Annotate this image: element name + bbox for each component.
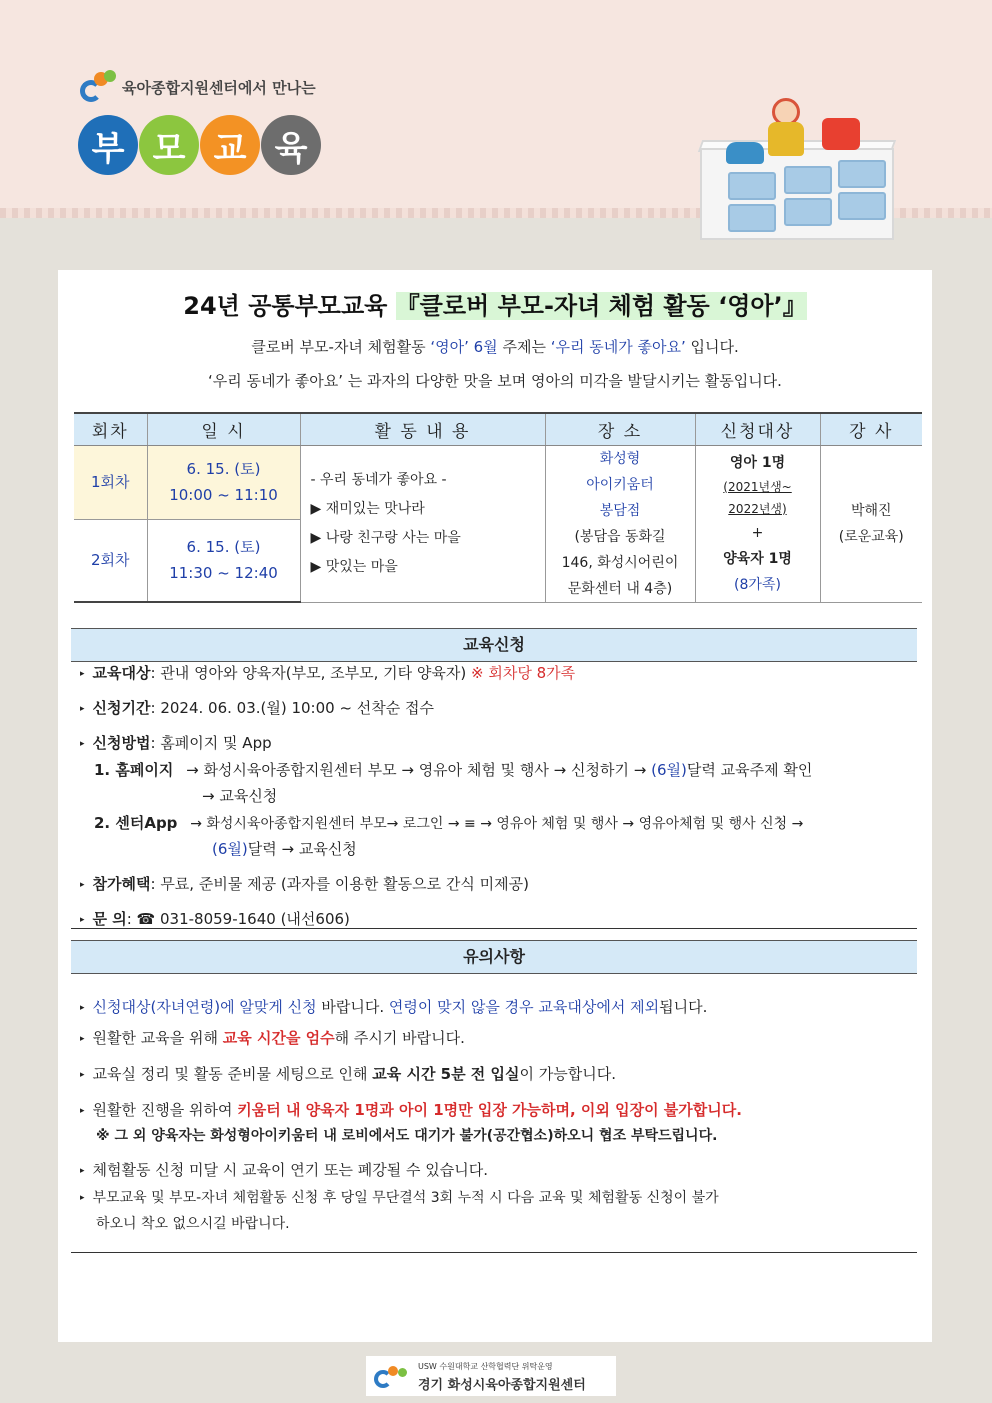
note-6: ▸ 부모교육 및 부모-자녀 체험활동 신청 후 당일 무단결석 3회 누적 시 다음 교육 및 체험활동 신청이 불가 xyxy=(80,1190,719,1206)
apply-period: ▸ 신청기간: 2024. 06. 03.(월) 10:00 ~ 선착순 접수 xyxy=(80,699,435,717)
col-datetime: 일 시 xyxy=(147,413,300,445)
intro-line-1: 클로버 부모-자녀 체험활동 ‘영아’ 6월 주제는 ‘우리 동네가 좋아요’ 입니다. xyxy=(251,338,739,356)
target-cell: 영아 1명 (2021년생~ 2022년생) + 양육자 1명 (8가족) xyxy=(695,445,820,602)
footer-logo xyxy=(366,1356,616,1396)
method-app: 2. 센터App → 화성시육아종합지원센터 부모→ 로그인 → ≡ → 영유아 체험 및 행사 → 영유아체험 및 행사 신청 → xyxy=(94,814,804,832)
note-3: ▸ 교육실 정리 및 활동 준비물 세팅으로 인해 교육 시간 5분 전 입실이 가능합니다. xyxy=(80,1065,616,1083)
method-homepage: 1. 홈페이지 → 화성시육아종합지원센터 부모 → 영유아 체험 및 행사 → 신청하기 → (6월)달력 교육주제 확인 xyxy=(94,761,813,779)
apply-section-heading: 교육신청 xyxy=(71,628,917,662)
round-cell: 2회차 xyxy=(74,519,147,602)
col-round: 회차 xyxy=(74,413,147,445)
notice-panel xyxy=(58,270,932,1342)
round-cell: 1회차 xyxy=(74,445,147,519)
apply-target: ▸ 교육대상: 관내 영아와 양육자(부모, 조부모, 기타 양육자) ※ 회차당 8가족 xyxy=(80,664,576,682)
clover-logo-icon xyxy=(374,1366,414,1390)
place-cell: 화성형 아이키움터 봉담점 (봉담읍 동화길 146, 화성시어린이 문화센터 내 4층) xyxy=(545,445,695,602)
footer-operator: USW 수원대학교 산학협력단 위탁운영 xyxy=(418,1362,553,1371)
page-title: 24년 공통부모교육 『클로버 부모-자녀 체험 활동 ‘영아’』 xyxy=(183,292,807,320)
toy-car-icon xyxy=(726,142,764,164)
method-homepage-cont: → 교육신청 xyxy=(202,787,278,805)
col-place: 장 소 xyxy=(545,413,695,445)
note-4: ▸ 원활한 진행을 위하여 키움터 내 양육자 1명과 아이 1명만 입장 가능하며, 이외 입장이 불가합니다. xyxy=(80,1101,742,1119)
instructor-cell: 박해진 (로운교육) xyxy=(820,445,922,602)
footer-center-name: 경기 화성시육아종합지원센터 xyxy=(418,1378,586,1393)
table-row xyxy=(74,445,922,519)
badge-mo: 모 xyxy=(139,115,199,175)
activity-cell: - 우리 동네가 좋아요 - ▶ 재미있는 맛나라 ▶ 나랑 친구랑 사는 마을 ▶ 맛있는 마을 xyxy=(300,445,545,602)
badge-bu: 부 xyxy=(78,115,138,175)
col-target: 신청대상 xyxy=(695,413,820,445)
intro-line-2: ‘우리 동네가 좋아요’ 는 과자의 다양한 맛을 보며 영아의 미각을 발달시키는 활동입니다. xyxy=(208,372,782,390)
apply-benefit: ▸ 참가혜택: 무료, 준비물 제공 (과자를 이용한 활동으로 간식 미제공) xyxy=(80,875,529,893)
section-divider xyxy=(71,928,917,929)
datetime-cell: 6. 15. (토) 11:30 ~ 12:40 xyxy=(147,519,300,602)
apply-contact: ▸ 문 의: ☎ 031-8059-1640 (내선606) xyxy=(80,910,350,928)
datetime-cell: 6. 15. (토) 10:00 ~ 11:10 xyxy=(147,445,300,519)
col-instructor: 강 사 xyxy=(820,413,922,445)
center-logo xyxy=(80,70,316,104)
clover-logo-icon xyxy=(80,70,120,104)
note-5: ▸ 체험활동 신청 미달 시 교육이 연기 또는 폐강될 수 있습니다. xyxy=(80,1161,488,1179)
toy-phone-icon xyxy=(822,118,860,150)
col-activity: 활 동 내 용 xyxy=(300,413,545,445)
schedule-table xyxy=(74,412,922,603)
section-divider xyxy=(71,1252,917,1253)
note-6-cont: 하오니 착오 없으시길 바랍니다. xyxy=(96,1216,290,1232)
method-app-cont: (6월)달력 → 교육신청 xyxy=(212,840,357,858)
badge-gyo: 교 xyxy=(200,115,260,175)
notes-section-heading: 유의사항 xyxy=(71,940,917,974)
note-1: ▸ 신청대상(자녀연령)에 알맞게 신청 바랍니다. 연령이 맞지 않을 경우 교육대상에서 제외됩니다. xyxy=(80,998,708,1016)
badge-yuk: 육 xyxy=(261,115,321,175)
header-subtitle: 육아종합지원센터에서 만나는 xyxy=(122,78,316,97)
note-4-sub: ※ 그 외 양육자는 화성형아이키움터 내 로비에서도 대기가 불가(공간협소)하오니 협조 부탁드립니다. xyxy=(96,1128,718,1144)
parent-education-badges xyxy=(78,115,322,175)
note-2: ▸ 원활한 교육을 위해 교육 시간을 엄수해 주시기 바랍니다. xyxy=(80,1029,465,1047)
apply-method: ▸ 신청방법: 홈페이지 및 App xyxy=(80,734,272,752)
